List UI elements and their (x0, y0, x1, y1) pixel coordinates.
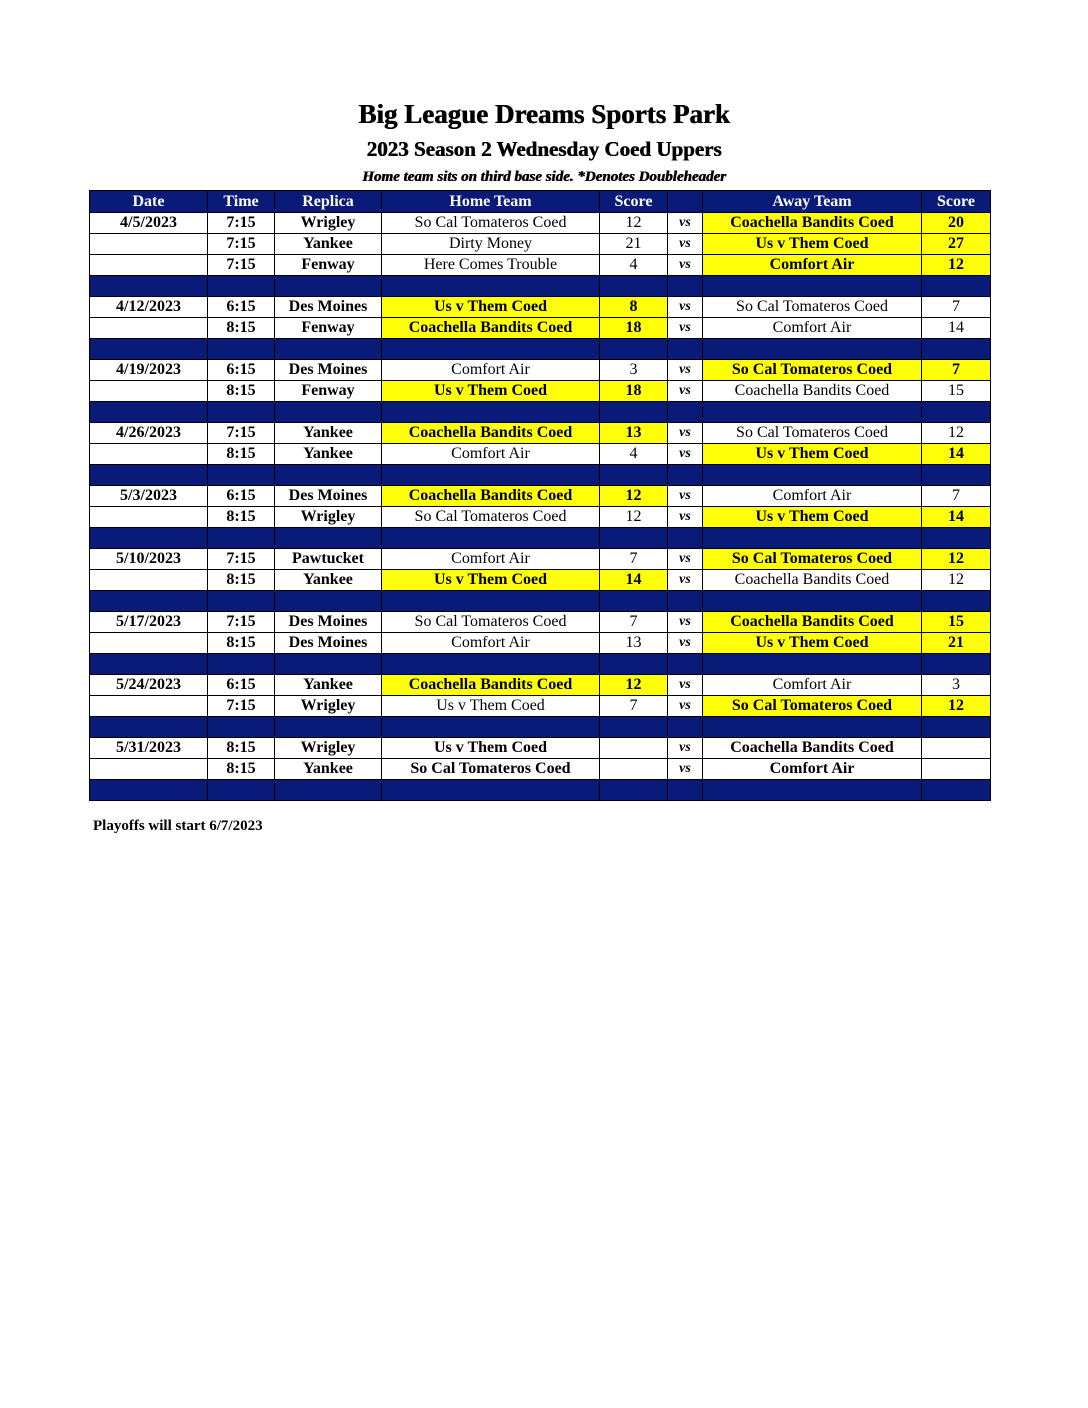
separator-cell (275, 465, 382, 486)
separator-cell (275, 528, 382, 549)
away-score: 27 (922, 234, 991, 255)
home-score: 13 (600, 633, 668, 654)
game-date: 5/17/2023 (90, 612, 208, 633)
home-score: 18 (600, 381, 668, 402)
separator-cell (275, 717, 382, 738)
game-row (90, 213, 991, 234)
away-team: Us v Them Coed (703, 234, 922, 255)
schedule-note: Home team sits on third base side. *Denotes Doubleheader (362, 169, 726, 185)
away-score: 12 (922, 255, 991, 276)
vs-label: vs (668, 318, 703, 339)
game-time: 6:15 (208, 297, 275, 318)
vs-label: vs (668, 360, 703, 381)
game-replica: Fenway (275, 381, 382, 402)
separator-cell (922, 339, 991, 360)
separator-cell (703, 465, 922, 486)
separator-cell (382, 654, 600, 675)
vs-label: vs (668, 297, 703, 318)
game-time: 7:15 (208, 213, 275, 234)
separator-cell (382, 465, 600, 486)
separator-cell (382, 528, 600, 549)
away-score: 20 (922, 213, 991, 234)
separator-cell (382, 591, 600, 612)
home-team: Us v Them Coed (382, 570, 600, 591)
home-team: Comfort Air (382, 360, 600, 381)
vs-label: vs (668, 549, 703, 570)
game-time: 6:15 (208, 486, 275, 507)
away-team: Coachella Bandits Coed (703, 570, 922, 591)
separator-cell (668, 780, 703, 801)
separator-cell (922, 717, 991, 738)
away-score: 14 (922, 444, 991, 465)
home-team: Dirty Money (382, 234, 600, 255)
col-header-home-team: Home Team (382, 191, 600, 213)
week-separator-row (90, 276, 991, 297)
away-team: Comfort Air (703, 675, 922, 696)
away-score: 7 (922, 360, 991, 381)
home-score (600, 738, 668, 759)
separator-cell (600, 717, 668, 738)
game-date-empty (90, 444, 208, 465)
week-separator-row (90, 402, 991, 423)
game-time: 7:15 (208, 255, 275, 276)
away-score: 3 (922, 675, 991, 696)
game-row (90, 255, 991, 276)
game-replica: Des Moines (275, 486, 382, 507)
separator-cell (382, 717, 600, 738)
away-score: 7 (922, 297, 991, 318)
game-date: 4/19/2023 (90, 360, 208, 381)
home-score: 8 (600, 297, 668, 318)
col-header-vs (668, 191, 703, 213)
separator-cell (703, 654, 922, 675)
game-row (90, 549, 991, 570)
separator-cell (703, 528, 922, 549)
home-team: Coachella Bandits Coed (382, 486, 600, 507)
game-row (90, 234, 991, 255)
separator-cell (600, 465, 668, 486)
home-score: 12 (600, 507, 668, 528)
separator-cell (275, 591, 382, 612)
home-score: 12 (600, 486, 668, 507)
separator-cell (208, 717, 275, 738)
home-score (600, 759, 668, 780)
home-team: Us v Them Coed (382, 696, 600, 717)
col-header-replica: Replica (275, 191, 382, 213)
home-team: Here Comes Trouble (382, 255, 600, 276)
home-team: Coachella Bandits Coed (382, 675, 600, 696)
away-team: Comfort Air (703, 255, 922, 276)
home-team: Us v Them Coed (382, 297, 600, 318)
game-replica: Fenway (275, 318, 382, 339)
separator-cell (90, 780, 208, 801)
table-header-row (90, 191, 991, 213)
game-time: 8:15 (208, 381, 275, 402)
week-separator-row (90, 654, 991, 675)
col-header-away-team: Away Team (703, 191, 922, 213)
away-team: Coachella Bandits Coed (703, 213, 922, 234)
game-replica: Wrigley (275, 213, 382, 234)
game-row (90, 381, 991, 402)
game-replica: Des Moines (275, 612, 382, 633)
game-date: 5/31/2023 (90, 738, 208, 759)
game-time: 6:15 (208, 360, 275, 381)
game-date-empty (90, 234, 208, 255)
away-team: Comfort Air (703, 759, 922, 780)
separator-cell (922, 591, 991, 612)
separator-cell (668, 528, 703, 549)
home-team: Comfort Air (382, 633, 600, 654)
game-date-empty (90, 759, 208, 780)
week-separator-row (90, 717, 991, 738)
separator-cell (668, 339, 703, 360)
separator-cell (600, 402, 668, 423)
game-replica: Wrigley (275, 507, 382, 528)
game-row (90, 360, 991, 381)
home-team: Coachella Bandits Coed (382, 318, 600, 339)
separator-cell (208, 465, 275, 486)
separator-cell (668, 717, 703, 738)
away-team: So Cal Tomateros Coed (703, 423, 922, 444)
separator-cell (668, 465, 703, 486)
away-score: 15 (922, 612, 991, 633)
home-score: 4 (600, 255, 668, 276)
playoffs-note: Playoffs will start 6/7/2023 (93, 818, 263, 834)
separator-cell (275, 276, 382, 297)
vs-label: vs (668, 486, 703, 507)
game-date: 5/3/2023 (90, 486, 208, 507)
game-time: 7:15 (208, 423, 275, 444)
game-time: 8:15 (208, 633, 275, 654)
separator-cell (90, 276, 208, 297)
home-score: 14 (600, 570, 668, 591)
separator-cell (922, 465, 991, 486)
vs-label: vs (668, 738, 703, 759)
home-team: So Cal Tomateros Coed (382, 759, 600, 780)
home-score: 12 (600, 213, 668, 234)
separator-cell (90, 339, 208, 360)
home-score: 7 (600, 549, 668, 570)
home-score: 7 (600, 696, 668, 717)
game-time: 7:15 (208, 549, 275, 570)
away-score: 14 (922, 318, 991, 339)
separator-cell (208, 528, 275, 549)
away-score: 12 (922, 696, 991, 717)
separator-cell (90, 591, 208, 612)
game-time: 8:15 (208, 759, 275, 780)
week-separator-row (90, 339, 991, 360)
separator-cell (600, 780, 668, 801)
separator-cell (668, 402, 703, 423)
game-replica: Yankee (275, 675, 382, 696)
separator-cell (275, 339, 382, 360)
away-team: Us v Them Coed (703, 507, 922, 528)
vs-label: vs (668, 696, 703, 717)
vs-label: vs (668, 612, 703, 633)
separator-cell (208, 780, 275, 801)
game-replica: Fenway (275, 255, 382, 276)
game-date: 4/5/2023 (90, 213, 208, 234)
game-row (90, 675, 991, 696)
separator-cell (382, 780, 600, 801)
vs-label: vs (668, 423, 703, 444)
col-header-time: Time (208, 191, 275, 213)
schedule-body (90, 213, 991, 801)
game-replica: Yankee (275, 759, 382, 780)
away-team: Us v Them Coed (703, 633, 922, 654)
game-row (90, 696, 991, 717)
away-team: So Cal Tomateros Coed (703, 696, 922, 717)
separator-cell (208, 276, 275, 297)
vs-label: vs (668, 255, 703, 276)
separator-cell (668, 276, 703, 297)
game-date-empty (90, 696, 208, 717)
game-row (90, 759, 991, 780)
separator-cell (208, 402, 275, 423)
home-score: 12 (600, 675, 668, 696)
game-replica: Wrigley (275, 738, 382, 759)
separator-cell (703, 402, 922, 423)
home-team: So Cal Tomateros Coed (382, 612, 600, 633)
away-score (922, 738, 991, 759)
separator-cell (208, 339, 275, 360)
game-date-empty (90, 507, 208, 528)
vs-label: vs (668, 381, 703, 402)
home-score: 4 (600, 444, 668, 465)
game-replica: Yankee (275, 570, 382, 591)
game-date-empty (90, 381, 208, 402)
separator-cell (382, 339, 600, 360)
page-title: Big League Dreams Sports Park (358, 99, 730, 129)
game-time: 7:15 (208, 234, 275, 255)
away-score (922, 759, 991, 780)
schedule-table (89, 190, 991, 801)
home-team: So Cal Tomateros Coed (382, 213, 600, 234)
col-header-away-score: Score (922, 191, 991, 213)
home-team: Coachella Bandits Coed (382, 423, 600, 444)
game-row (90, 612, 991, 633)
game-row (90, 738, 991, 759)
vs-label: vs (668, 213, 703, 234)
separator-cell (208, 654, 275, 675)
game-time: 8:15 (208, 570, 275, 591)
week-separator-row (90, 465, 991, 486)
away-score: 12 (922, 549, 991, 570)
away-team: So Cal Tomateros Coed (703, 360, 922, 381)
away-score: 12 (922, 570, 991, 591)
separator-cell (703, 276, 922, 297)
game-time: 8:15 (208, 318, 275, 339)
separator-cell (90, 717, 208, 738)
separator-cell (90, 528, 208, 549)
game-row (90, 423, 991, 444)
separator-cell (703, 780, 922, 801)
game-row (90, 570, 991, 591)
game-date: 5/10/2023 (90, 549, 208, 570)
game-row (90, 633, 991, 654)
page-subtitle: 2023 Season 2 Wednesday Coed Uppers (366, 137, 722, 161)
separator-cell (922, 276, 991, 297)
game-time: 7:15 (208, 612, 275, 633)
separator-cell (600, 528, 668, 549)
separator-cell (90, 402, 208, 423)
game-row (90, 297, 991, 318)
separator-cell (382, 402, 600, 423)
home-score: 3 (600, 360, 668, 381)
home-team: Us v Them Coed (382, 738, 600, 759)
away-score: 15 (922, 381, 991, 402)
away-score: 14 (922, 507, 991, 528)
week-separator-row (90, 591, 991, 612)
game-replica: Des Moines (275, 297, 382, 318)
away-team: Coachella Bandits Coed (703, 381, 922, 402)
game-replica: Des Moines (275, 633, 382, 654)
separator-cell (90, 465, 208, 486)
game-date-empty (90, 633, 208, 654)
away-team: So Cal Tomateros Coed (703, 549, 922, 570)
game-replica: Des Moines (275, 360, 382, 381)
separator-cell (703, 591, 922, 612)
separator-cell (208, 591, 275, 612)
game-row (90, 486, 991, 507)
separator-cell (703, 717, 922, 738)
away-team: Comfort Air (703, 486, 922, 507)
vs-label: vs (668, 570, 703, 591)
vs-label: vs (668, 759, 703, 780)
home-team: Us v Them Coed (382, 381, 600, 402)
home-score: 21 (600, 234, 668, 255)
separator-cell (668, 591, 703, 612)
game-time: 8:15 (208, 738, 275, 759)
vs-label: vs (668, 444, 703, 465)
game-replica: Pawtucket (275, 549, 382, 570)
separator-cell (600, 591, 668, 612)
separator-cell (600, 654, 668, 675)
vs-label: vs (668, 507, 703, 528)
separator-cell (703, 339, 922, 360)
separator-cell (275, 402, 382, 423)
game-date-empty (90, 255, 208, 276)
separator-cell (668, 654, 703, 675)
week-separator-row (90, 780, 991, 801)
away-score: 12 (922, 423, 991, 444)
game-row (90, 507, 991, 528)
home-team: Comfort Air (382, 444, 600, 465)
game-replica: Yankee (275, 234, 382, 255)
week-separator-row (90, 528, 991, 549)
away-team: Comfort Air (703, 318, 922, 339)
separator-cell (922, 780, 991, 801)
away-team: Coachella Bandits Coed (703, 612, 922, 633)
vs-label: vs (668, 633, 703, 654)
game-time: 7:15 (208, 696, 275, 717)
col-header-home-score: Score (600, 191, 668, 213)
col-header-date: Date (90, 191, 208, 213)
home-team: Comfort Air (382, 549, 600, 570)
separator-cell (275, 780, 382, 801)
home-team: So Cal Tomateros Coed (382, 507, 600, 528)
away-team: Coachella Bandits Coed (703, 738, 922, 759)
game-date: 5/24/2023 (90, 675, 208, 696)
separator-cell (600, 339, 668, 360)
home-score: 13 (600, 423, 668, 444)
game-date: 4/26/2023 (90, 423, 208, 444)
game-replica: Yankee (275, 444, 382, 465)
game-replica: Yankee (275, 423, 382, 444)
home-score: 18 (600, 318, 668, 339)
separator-cell (922, 528, 991, 549)
away-team: So Cal Tomateros Coed (703, 297, 922, 318)
vs-label: vs (668, 234, 703, 255)
game-date-empty (90, 570, 208, 591)
game-row (90, 444, 991, 465)
vs-label: vs (668, 675, 703, 696)
separator-cell (382, 276, 600, 297)
game-date: 4/12/2023 (90, 297, 208, 318)
game-row (90, 318, 991, 339)
away-score: 7 (922, 486, 991, 507)
game-time: 6:15 (208, 675, 275, 696)
separator-cell (600, 276, 668, 297)
game-date-empty (90, 318, 208, 339)
game-time: 8:15 (208, 507, 275, 528)
separator-cell (275, 654, 382, 675)
separator-cell (922, 402, 991, 423)
game-time: 8:15 (208, 444, 275, 465)
separator-cell (90, 654, 208, 675)
away-team: Us v Them Coed (703, 444, 922, 465)
home-score: 7 (600, 612, 668, 633)
separator-cell (922, 654, 991, 675)
away-score: 21 (922, 633, 991, 654)
game-replica: Wrigley (275, 696, 382, 717)
